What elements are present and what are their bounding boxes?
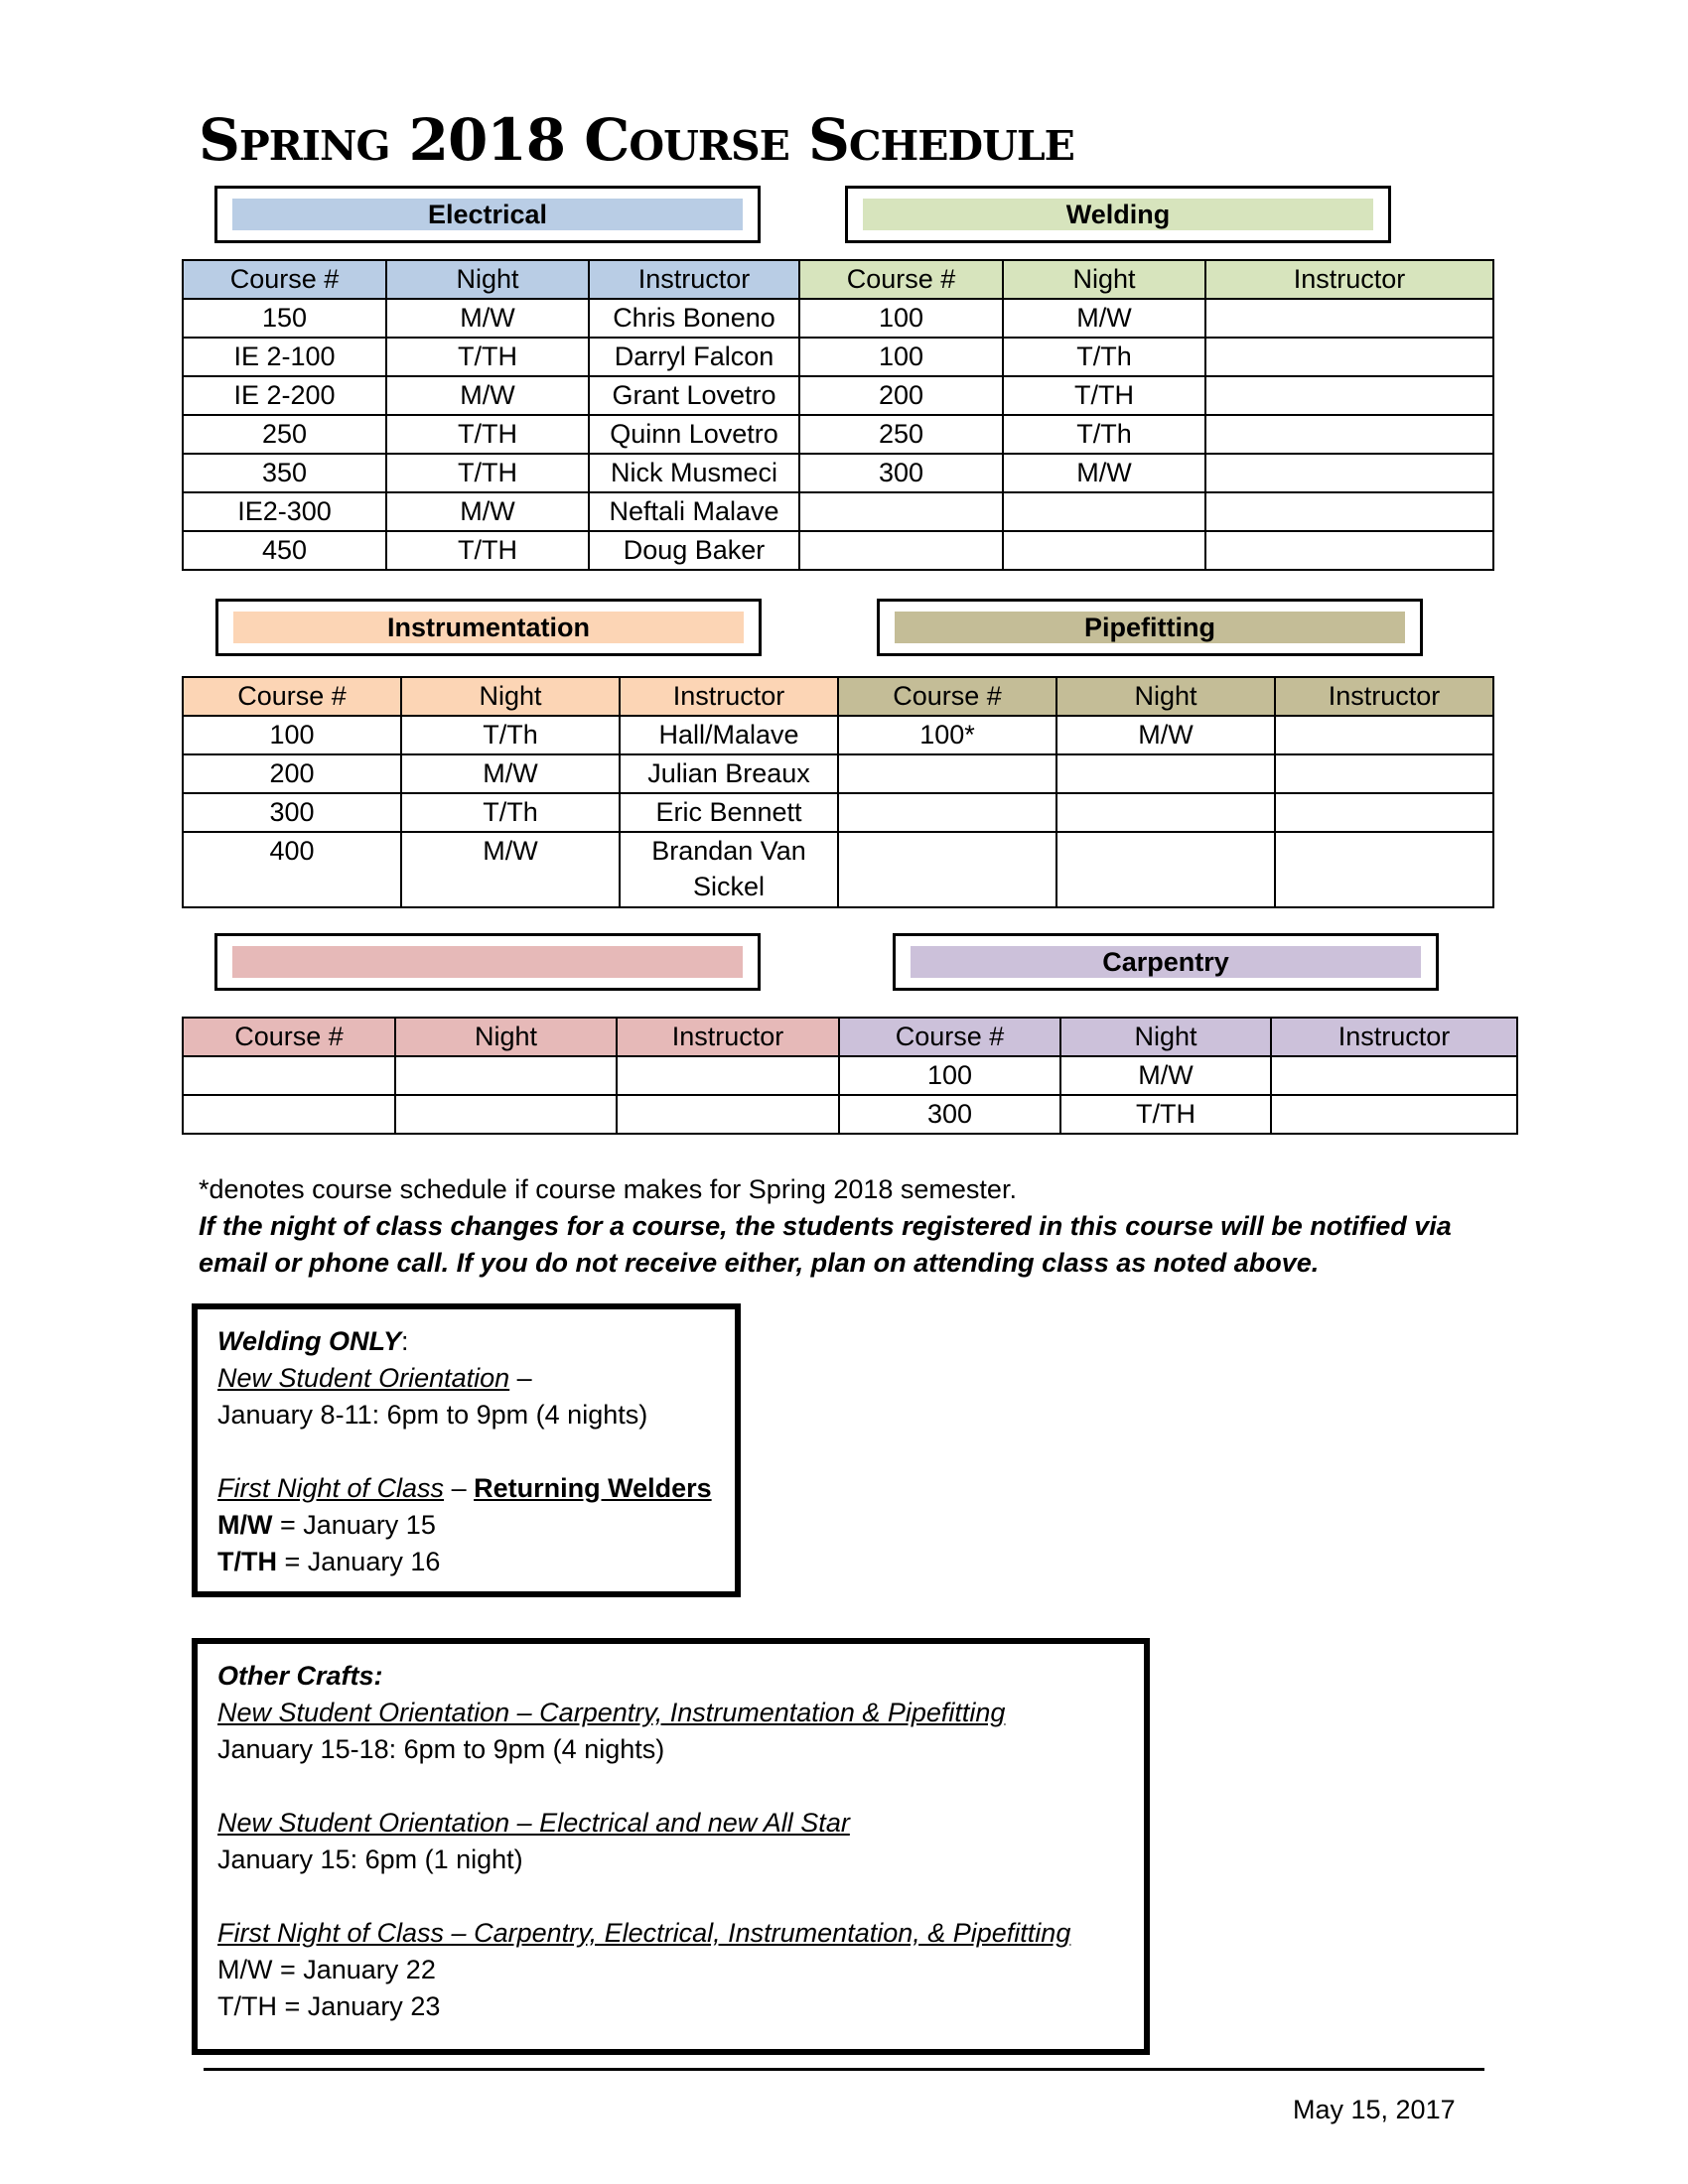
- table-row: [183, 492, 1493, 531]
- course-cell: 100: [799, 338, 1003, 376]
- course-cell: IE 2-200: [183, 376, 386, 415]
- instructor-cell: [1205, 338, 1493, 376]
- course-cell: [183, 1095, 395, 1134]
- table-header-row: [183, 1018, 1517, 1056]
- instructor-cell: [1205, 454, 1493, 492]
- table-row: [183, 338, 1493, 376]
- instructor-cell: Julian Breaux: [620, 754, 838, 793]
- table-row: [183, 754, 1493, 793]
- night-cell: [395, 1095, 617, 1134]
- column-header-night: Night: [401, 677, 620, 716]
- column-header-course: Course #: [838, 677, 1056, 716]
- night-cell: [1003, 492, 1205, 531]
- schedule-notes: [199, 1171, 1489, 1282]
- night-cell: M/W: [401, 832, 620, 907]
- course-cell: [799, 531, 1003, 570]
- instructor-cell: [1275, 716, 1493, 754]
- instructor-cell: [1205, 492, 1493, 531]
- night-cell: [1056, 754, 1275, 793]
- change-notice-line2: email or phone call. If you do not receive either, plan on attending class as noted above.: [199, 1248, 1320, 1278]
- instructor-cell: Chris Boneno: [589, 299, 799, 338]
- instrumentation-label: Instrumentation: [233, 612, 744, 643]
- instructor-cell: Hall/Malave: [620, 716, 838, 754]
- night-cell: M/W: [386, 299, 589, 338]
- orientation-2-label: New Student Orientation – Electrical and new All Star: [217, 1808, 850, 1838]
- table-row: [183, 1056, 1517, 1095]
- course-cell: [838, 793, 1056, 832]
- welding-label: Welding: [863, 199, 1373, 230]
- unnamed-carpentry-table: [182, 1017, 1518, 1135]
- column-header-night: Night: [1056, 677, 1275, 716]
- carpentry-label: Carpentry: [911, 946, 1421, 978]
- course-cell: 200: [799, 376, 1003, 415]
- night-cell: T/TH: [386, 531, 589, 570]
- instructor-cell: Quinn Lovetro: [589, 415, 799, 454]
- footer-divider: [204, 2068, 1484, 2071]
- pipefitting-label: Pipefitting: [895, 612, 1405, 643]
- instructor-cell: Darryl Falcon: [589, 338, 799, 376]
- instructor-cell: [1271, 1095, 1517, 1134]
- welding-tth-date: T/TH = January 16: [217, 1547, 441, 1576]
- column-header-instructor: Instructor: [1205, 260, 1493, 299]
- instructor-cell: Nick Musmeci: [589, 454, 799, 492]
- night-cell: M/W: [386, 492, 589, 531]
- orientation-2-dates: January 15: 6pm (1 night): [217, 1844, 523, 1874]
- night-cell: M/W: [1003, 299, 1205, 338]
- course-cell: 200: [183, 754, 401, 793]
- table-header-row: [183, 260, 1493, 299]
- change-notice-line1: If the night of class changes for a course, the students registered in this course will be notified via: [199, 1211, 1452, 1241]
- column-header-night: Night: [1060, 1018, 1271, 1056]
- instructor-cell: [1271, 1056, 1517, 1095]
- course-cell: 250: [799, 415, 1003, 454]
- welding-orientation-dates: January 8-11: 6pm to 9pm (4 nights): [217, 1400, 648, 1430]
- table-row: [183, 454, 1493, 492]
- course-cell: 100: [183, 716, 401, 754]
- table-row: [183, 1095, 1517, 1134]
- instructor-cell: Doug Baker: [589, 531, 799, 570]
- instructor-cell: Neftali Malave: [589, 492, 799, 531]
- instructor-cell: [1205, 415, 1493, 454]
- instructor-cell: Brandan Van Sickel: [620, 832, 838, 907]
- course-cell: [183, 1056, 395, 1095]
- course-cell: [838, 754, 1056, 793]
- column-header-course: Course #: [839, 1018, 1060, 1056]
- first-night-label: First Night of Class – Carpentry, Electrical, Instrumentation, & Pipefitting: [217, 1918, 1071, 1948]
- orientation-1-dates: January 15-18: 6pm to 9pm (4 nights): [217, 1734, 665, 1764]
- page-title: Spring 2018 Course Schedule: [199, 106, 1074, 174]
- instructor-cell: [1205, 376, 1493, 415]
- night-cell: M/W: [1060, 1056, 1271, 1095]
- table-row: [183, 793, 1493, 832]
- night-cell: T/Th: [401, 793, 620, 832]
- instructor-cell: [1205, 299, 1493, 338]
- welding-label-box: [845, 186, 1391, 243]
- course-cell: 350: [183, 454, 386, 492]
- instructor-cell: Eric Bennett: [620, 793, 838, 832]
- column-header-course: Course #: [183, 677, 401, 716]
- instructor-cell: [617, 1056, 839, 1095]
- night-cell: [1003, 531, 1205, 570]
- instructor-cell: [1275, 754, 1493, 793]
- column-header-night: Night: [1003, 260, 1205, 299]
- course-cell: 100: [839, 1056, 1060, 1095]
- column-header-instructor: Instructor: [1275, 677, 1493, 716]
- other-crafts-heading: Other Crafts:: [217, 1661, 383, 1691]
- unnamed-craft-label-box: [214, 933, 761, 991]
- pipefitting-label-box: [877, 599, 1423, 656]
- welding-mw-date: M/W = January 15: [217, 1510, 436, 1540]
- column-header-instructor: Instructor: [589, 260, 799, 299]
- column-header-instructor: Instructor: [1271, 1018, 1517, 1056]
- course-cell: 400: [183, 832, 401, 907]
- night-cell: M/W: [386, 376, 589, 415]
- course-cell: 450: [183, 531, 386, 570]
- welding-first-night-line: First Night of Class – Returning Welders: [217, 1473, 712, 1503]
- other-crafts-box: [192, 1638, 1150, 2055]
- footer-date: May 15, 2017: [1293, 2095, 1456, 2124]
- instructor-cell: [617, 1095, 839, 1134]
- table-row: [183, 531, 1493, 570]
- instructor-cell: [1205, 531, 1493, 570]
- night-cell: M/W: [401, 754, 620, 793]
- table-row: [183, 299, 1493, 338]
- table-row: [183, 415, 1493, 454]
- night-cell: T/Th: [1003, 415, 1205, 454]
- orientation-1-label: New Student Orientation – Carpentry, Instrumentation & Pipefitting: [217, 1698, 1006, 1727]
- instructor-cell: [1275, 832, 1493, 907]
- table-header-row: [183, 677, 1493, 716]
- night-cell: M/W: [1003, 454, 1205, 492]
- night-cell: T/Th: [1003, 338, 1205, 376]
- column-header-course: Course #: [799, 260, 1003, 299]
- column-header-instructor: Instructor: [617, 1018, 839, 1056]
- night-cell: M/W: [1056, 716, 1275, 754]
- course-cell: IE 2-100: [183, 338, 386, 376]
- electrical-welding-table: [182, 259, 1494, 571]
- instrumentation-pipefitting-table: [182, 676, 1494, 908]
- course-cell: 300: [799, 454, 1003, 492]
- instrumentation-label-box: [215, 599, 762, 656]
- course-cell: 250: [183, 415, 386, 454]
- column-header-course: Course #: [183, 1018, 395, 1056]
- course-cell: 150: [183, 299, 386, 338]
- course-cell: [838, 832, 1056, 907]
- course-cell: 100*: [838, 716, 1056, 754]
- course-cell: [799, 492, 1003, 531]
- table-row: [183, 376, 1493, 415]
- night-cell: T/Th: [401, 716, 620, 754]
- welding-only-box: [192, 1303, 741, 1597]
- night-cell: [1056, 832, 1275, 907]
- instructor-cell: Grant Lovetro: [589, 376, 799, 415]
- welding-orientation-line: New Student Orientation –: [217, 1363, 532, 1393]
- night-cell: [395, 1056, 617, 1095]
- table-row: [183, 716, 1493, 754]
- night-cell: [1056, 793, 1275, 832]
- night-cell: T/TH: [386, 338, 589, 376]
- instructor-cell: [1275, 793, 1493, 832]
- course-cell: 300: [839, 1095, 1060, 1134]
- course-cell: 300: [183, 793, 401, 832]
- column-header-night: Night: [386, 260, 589, 299]
- night-cell: T/TH: [1003, 376, 1205, 415]
- asterisk-note: *denotes course schedule if course makes for Spring 2018 semester.: [199, 1174, 1017, 1204]
- column-header-night: Night: [395, 1018, 617, 1056]
- first-night-tth: T/TH = January 23: [217, 1991, 441, 2021]
- course-cell: 100: [799, 299, 1003, 338]
- table-row: [183, 832, 1493, 907]
- column-header-instructor: Instructor: [620, 677, 838, 716]
- course-cell: IE2-300: [183, 492, 386, 531]
- carpentry-label-box: [893, 933, 1439, 991]
- night-cell: T/TH: [386, 454, 589, 492]
- electrical-label-box: [214, 186, 761, 243]
- night-cell: T/TH: [386, 415, 589, 454]
- welding-only-heading: Welding ONLY:: [217, 1326, 409, 1356]
- unnamed-craft-label: [232, 946, 743, 978]
- column-header-course: Course #: [183, 260, 386, 299]
- electrical-label: Electrical: [232, 199, 743, 230]
- first-night-mw: M/W = January 22: [217, 1955, 436, 1984]
- night-cell: T/TH: [1060, 1095, 1271, 1134]
